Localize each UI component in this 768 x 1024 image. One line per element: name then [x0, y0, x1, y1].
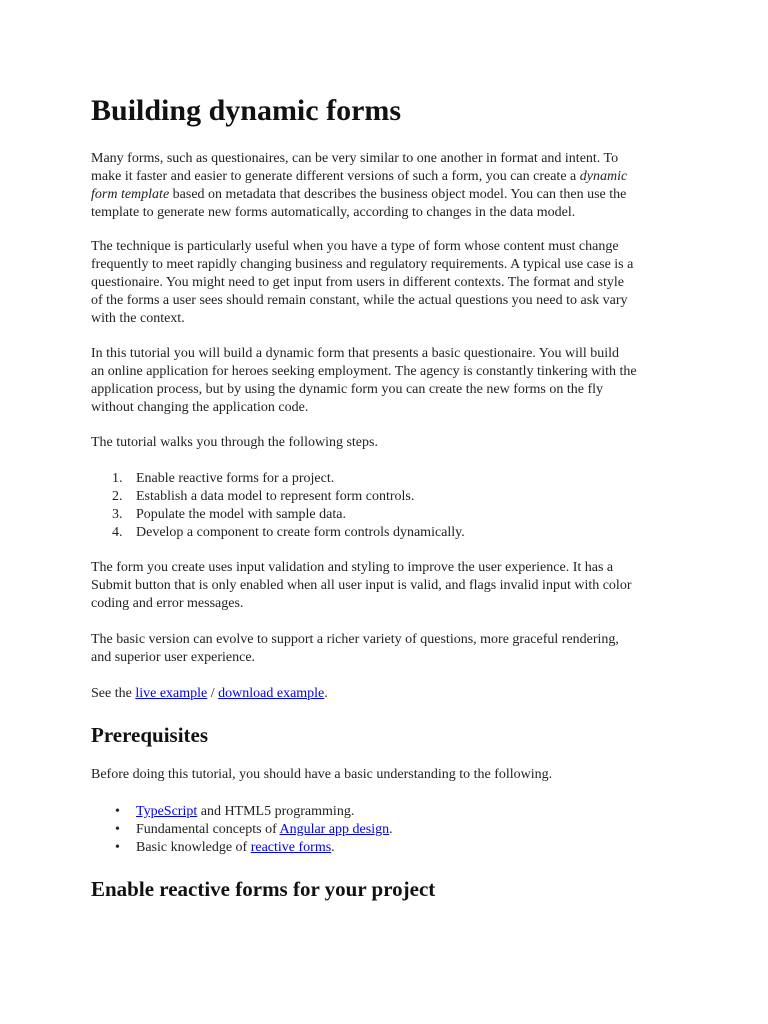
list-item: 4. Develop a component to create form controls dynamically.: [112, 525, 465, 540]
prerequisites-heading: Prerequisites: [91, 723, 209, 747]
list-item: • TypeScript and HTML5 programming.: [115, 804, 355, 819]
tutorial-paragraph: In this tutorial you will build a dynamic form that presents a basic questionaire. You will build an online application for heroes seeking employment. The agency is constantly tinkering with the application process, but by using the dynamic form you can create the new forms on the fly without changing the application code.: [91, 346, 637, 415]
prerequisites-list: [91, 803, 393, 857]
validation-paragraph: The form you create uses input validation and styling to improve the user experience. It has a Submit button that is only enabled when all user input is valid, and flags invalid input with color coding and error messages.: [91, 560, 632, 611]
intro-line-4: template to generate new forms automatically, according to changes in the data model.: [91, 205, 576, 220]
download-example-link[interactable]: download example: [218, 686, 325, 701]
intro-line-3: form template based on metadata that describes the business object model. You can then use the: [91, 187, 627, 202]
list-item: • Fundamental concepts of Angular app design.: [115, 822, 393, 837]
live-example-link[interactable]: live example: [135, 686, 208, 701]
intro-paragraph: [91, 150, 691, 222]
evolve-paragraph: The basic version can evolve to support a richer variety of questions, more graceful rendering, and superior user experience.: [91, 632, 619, 665]
intro-line-2: make it faster and easier to generate different versions of such a form, you can create a dynamic: [91, 169, 628, 184]
intro-line-1: Many forms, such as questionaires, can be very similar to one another in format and intent. To: [91, 151, 619, 166]
form-template-term: form template: [91, 187, 170, 202]
angular-app-design-link[interactable]: Angular app design: [279, 822, 390, 837]
list-item: 3. Populate the model with sample data.: [112, 507, 346, 522]
steps-list: [91, 470, 465, 542]
enable-reactive-forms-heading: Enable reactive forms for your project: [91, 877, 436, 901]
typescript-link[interactable]: TypeScript: [136, 804, 198, 819]
technique-paragraph: The technique is particularly useful when you have a type of form whose content must change frequently to meet rapidly changing business and regulatory requirements. A typical use case is a questionaire. You might need to get input from users in different contexts. The format and style of the forms a user sees should remain constant, while the actual questions you need to ask vary with the context.: [91, 239, 634, 326]
bullet-icon: •: [115, 822, 120, 837]
list-item: 1. Enable reactive forms for a project.: [112, 471, 335, 486]
dynamic-term: dynamic: [579, 169, 628, 184]
page-title: Building dynamic forms: [91, 94, 402, 127]
see-example-line: See the live example / download example.: [91, 686, 328, 701]
list-item: • Basic knowledge of reactive forms.: [115, 840, 335, 855]
bullet-icon: •: [115, 840, 120, 855]
prerequisites-intro: Before doing this tutorial, you should have a basic understanding to the following.: [91, 767, 553, 782]
reactive-forms-link[interactable]: reactive forms: [250, 840, 332, 855]
steps-intro: The tutorial walks you through the following steps.: [91, 435, 378, 450]
list-item: 2. Establish a data model to represent form controls.: [112, 489, 415, 504]
bullet-icon: •: [115, 804, 120, 819]
